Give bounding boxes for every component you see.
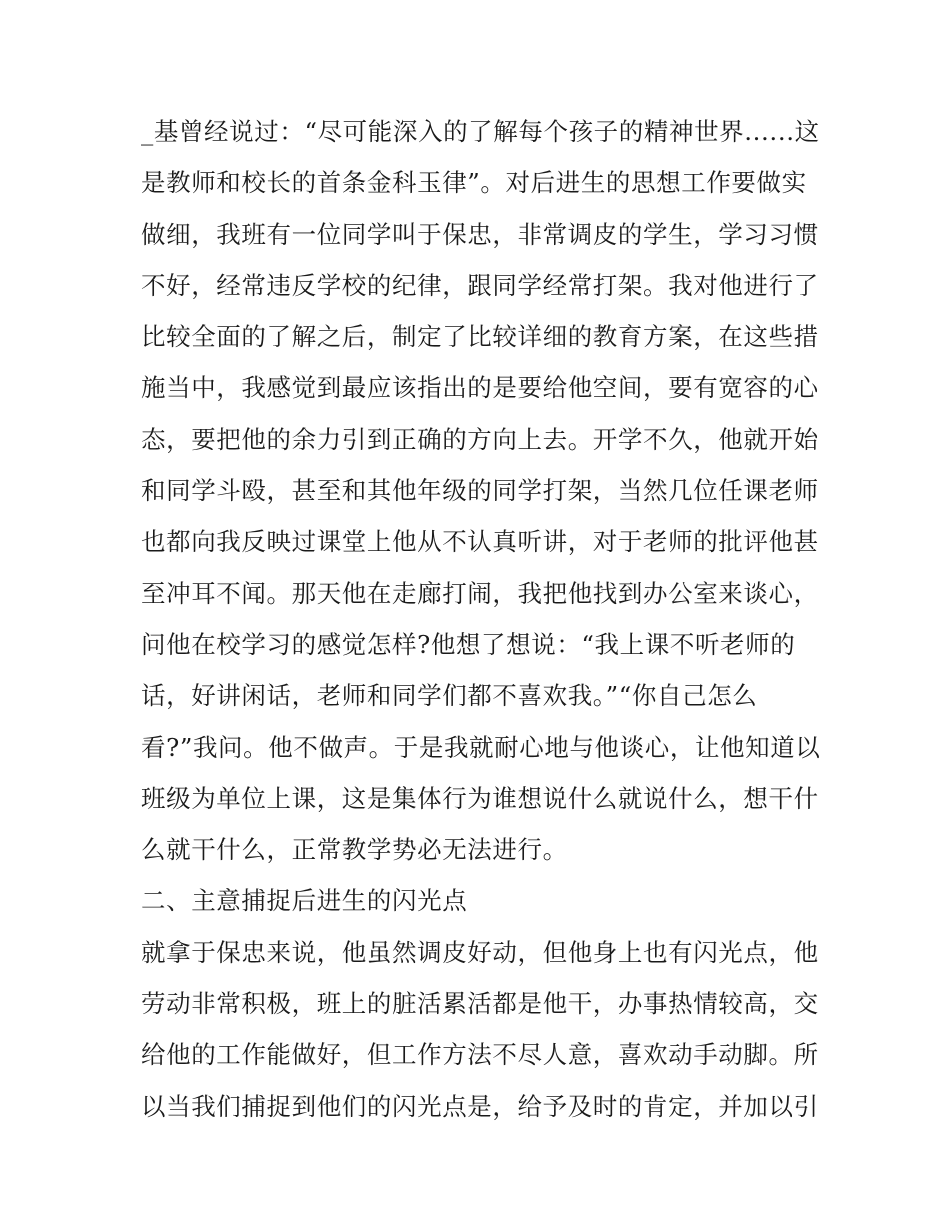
text-line: 班级为单位上课，这是集体行为谁想说什么就说什么，想干什 bbox=[141, 783, 819, 813]
text-line: 劳动非常积极，班上的脏活累活都是他干，办事热情较高，交 bbox=[141, 989, 819, 1019]
text-line: 做细，我班有一位同学叫于保忠，非常调皮的学生，学习习惯 bbox=[141, 219, 819, 249]
text-line: 就拿于保忠来说，他虽然调皮好动，但他身上也有闪光点，他 bbox=[141, 937, 819, 967]
text-line: 么就干什么，正常教学势必无法进行。 bbox=[141, 835, 568, 865]
text-line: _基曾经说过：“尽可能深入的了解每个孩子的精神世界......这 bbox=[141, 117, 820, 146]
section-heading: 二、主意捕捉后进生的闪光点 bbox=[141, 886, 468, 916]
text-line: 看?”我问。他不做声。于是我就耐心地与他谈心，让他知道以 bbox=[141, 732, 821, 762]
text-line: 给他的工作能做好，但工作方法不尽人意，喜欢动手动脚。所 bbox=[141, 1040, 819, 1070]
text-line: 以当我们捕捉到他们的闪光点是，给予及时的肯定，并加以引 bbox=[141, 1091, 819, 1121]
text-line: 至冲耳不闻。那天他在走廊打闹，我把他找到办公室来谈心， bbox=[141, 578, 819, 608]
text-line: 问他在校学习的感觉怎样?他想了想说：“我上课不听老师的 bbox=[141, 629, 796, 659]
text-line: 不好，经常违反学校的纪律，跟同学经常打架。我对他进行了 bbox=[141, 270, 819, 300]
text-line: 也都向我反映过课堂上他从不认真听讲，对于老师的批评他甚 bbox=[141, 527, 819, 557]
text-line: 是教师和校长的首条金科玉律”。对后进生的思想工作要做实 bbox=[141, 168, 807, 198]
text-line: 和同学斗殴，甚至和其他年级的同学打架，当然几位任课老师 bbox=[141, 476, 819, 506]
text-line: 施当中，我感觉到最应该指出的是要给他空间，要有宽容的心 bbox=[141, 373, 819, 403]
body-text bbox=[141, 106, 821, 1132]
text-line: 话，好讲闲话，老师和同学们都不喜欢我。”“你自己怎么 bbox=[141, 681, 758, 711]
text-line: 态，要把他的余力引到正确的方向上去。开学不久，他就开始 bbox=[141, 424, 819, 454]
text-line: 比较全面的了解之后，制定了比较详细的教育方案，在这些措 bbox=[141, 322, 819, 352]
